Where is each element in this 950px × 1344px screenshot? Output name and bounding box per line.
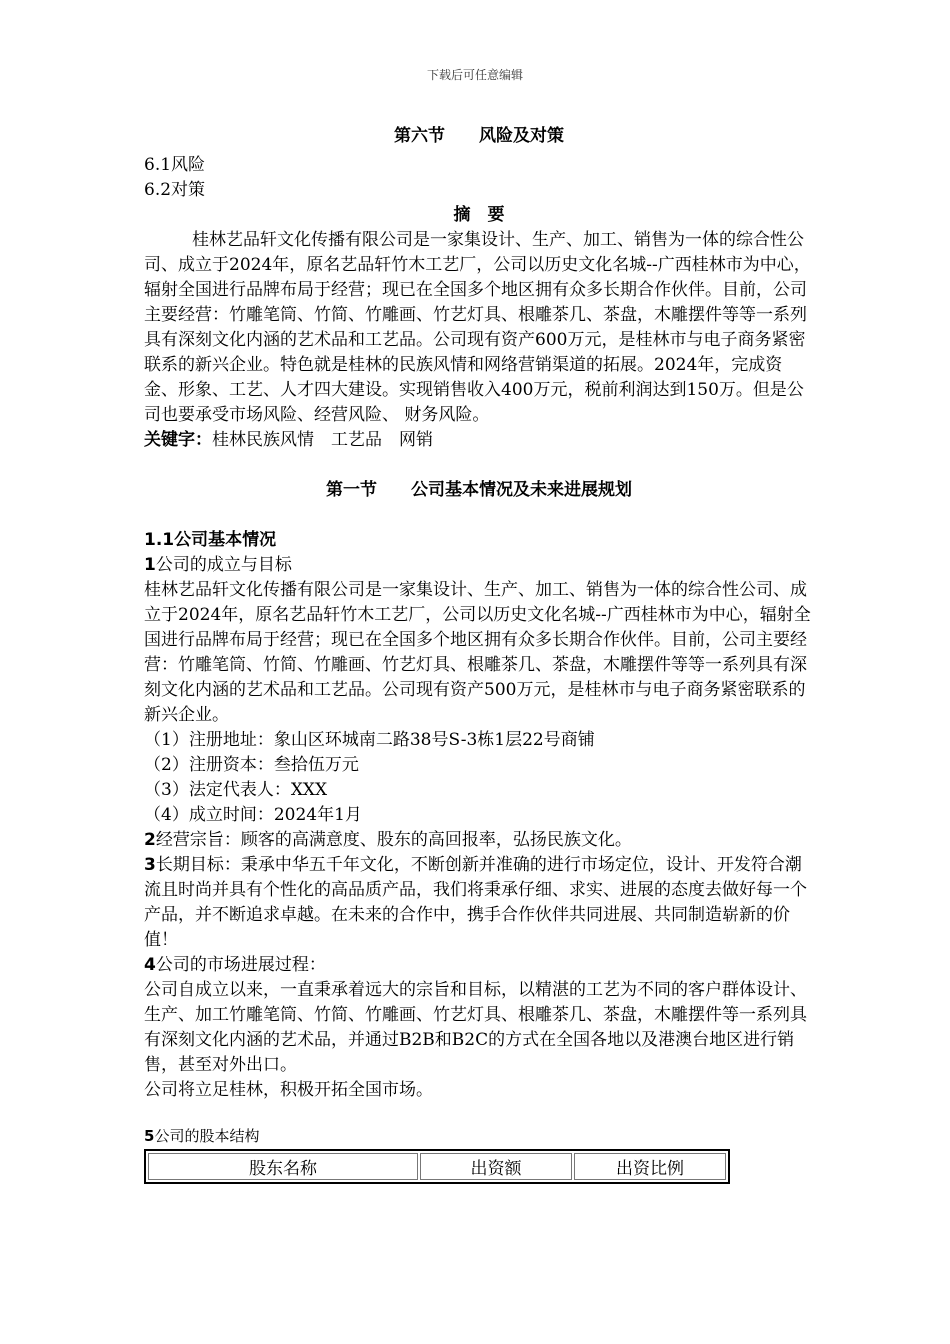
item4-number: 4	[144, 955, 156, 975]
item1-title: 公司的成立与目标	[155, 555, 292, 575]
legal-representative: （3）法定代表人：XXX	[144, 780, 328, 800]
abstract-title: 摘 要	[453, 205, 505, 225]
keywords-line	[144, 428, 814, 453]
item3-text: 长期目标：秉承中华五千年文化，不断创新并准确的进行市场定位，设计、开发符合潮流且时尚并具有个性化的高品质产品，我们将秉承仔细、求实、进展的态度去做好每一个产品，并不断追求卓越。在未来的合作中，携手合作伙伴共同进展、共同制造崭新的价值！	[144, 855, 807, 950]
item5-title: 公司的股本结构	[154, 1127, 260, 1145]
founding-date: （4）成立时间：2024年1月	[144, 805, 362, 825]
abstract-body: 桂林艺品轩文化传播有限公司是一家集设计、生产、加工、销售为一体的综合性公司、成立于2024年，原名艺品轩竹木工艺厂，公司以历史文化名城--广西桂林市为中心，辐射全国进行品牌布局于经营；现已在全国多个地区拥有众多长期合作伙伴。目前，公司主要经营：竹雕笔筒、竹简、竹雕画、竹艺灯具、根雕茶几、茶盘，木雕摆件等等一系列具有深刻文化内涵的艺术品和工艺品。公司现有资产600万元，是桂林市与电子商务紧密联系的新兴企业。特色就是桂林的民族风情和网络营销渠道的拓展。2024年，完成资金、形象、工艺、人才四大建设。实现销售收入400万元，税前利润达到150万。但是公司也要承受市场风险、经营风险、 财务风险。	[144, 230, 811, 425]
table-header-amount: 出资额	[420, 1153, 572, 1180]
item3-number: 3	[144, 855, 156, 875]
item1-heading	[144, 553, 814, 578]
registered-capital: （2）注册资本：叁拾伍万元	[144, 755, 359, 775]
section6-title: 第六节 风险及对策	[394, 126, 564, 146]
item4-heading	[144, 953, 814, 978]
share-structure-table	[144, 1149, 730, 1184]
item5-number: 5	[144, 1127, 155, 1145]
spacer	[144, 1103, 814, 1125]
item4-title: 公司的市场进展过程：	[155, 955, 326, 975]
item1-number: 1	[144, 555, 156, 575]
spacer	[144, 453, 814, 478]
item2-text: 经营宗旨：顾客的高满意度、股东的高回报率，弘扬民族文化。	[155, 830, 632, 850]
table-header-shareholder: 股东名称	[148, 1153, 418, 1180]
item5-heading	[144, 1125, 814, 1147]
registered-address: （1）注册地址：象山区环城南二路38号S-3栋1层22号商铺	[144, 730, 595, 750]
table-header-ratio: 出资比例	[574, 1153, 726, 1180]
item4-body-2: 公司将立足桂林，积极开拓全国市场。	[144, 1080, 433, 1100]
spacer	[144, 503, 814, 528]
item4-body: 公司自成立以来，一直秉承着远大的宗旨和目标，以精湛的工艺为不同的客户群体设计、生产、加工竹雕笔筒、竹简、竹雕画、竹艺灯具、根雕茶几、茶盘，木雕摆件等一系列具有深刻文化内涵的艺术品，并通过B2B和B2C的方式在全国各地以及港澳台地区进行销售，甚至对外出口。	[144, 980, 807, 1075]
item2-number: 2	[144, 830, 156, 850]
item1-body: 桂林艺品轩文化传播有限公司是一家集设计、生产、加工、销售为一体的综合性公司、成立于2024年，原名艺品轩竹木工艺厂，公司以历史文化名城--广西桂林市为中心，辐射全国进行品牌布局于经营；现已在全国多个地区拥有众多长期合作伙伴。目前，公司主要经营：竹雕笔筒、竹简、竹雕画、竹艺灯具、根雕茶几、茶盘，木雕摆件等等一系列具有深刻文化内涵的艺术品和工艺品。公司现有资产500万元，是桂林市与电子商务紧密联系的新兴企业。	[144, 580, 811, 725]
section1-title: 第一节 公司基本情况及未来进展规划	[326, 480, 632, 500]
toc-item-6-2: 6.2对策	[144, 180, 206, 200]
page-header-note: 下载后可任意编辑	[426, 68, 523, 82]
keywords-label: 关键字：	[144, 430, 212, 450]
table-header-row	[148, 1153, 726, 1180]
subsection-1-1-title: 1.1公司基本情况	[144, 530, 277, 550]
toc-item-6-1: 6.1风险	[144, 155, 206, 175]
item3-paragraph	[144, 853, 814, 953]
item2-paragraph	[144, 828, 814, 853]
keywords-text: 桂林民族风情 工艺品 网销	[212, 430, 433, 450]
document-content	[144, 118, 814, 1184]
